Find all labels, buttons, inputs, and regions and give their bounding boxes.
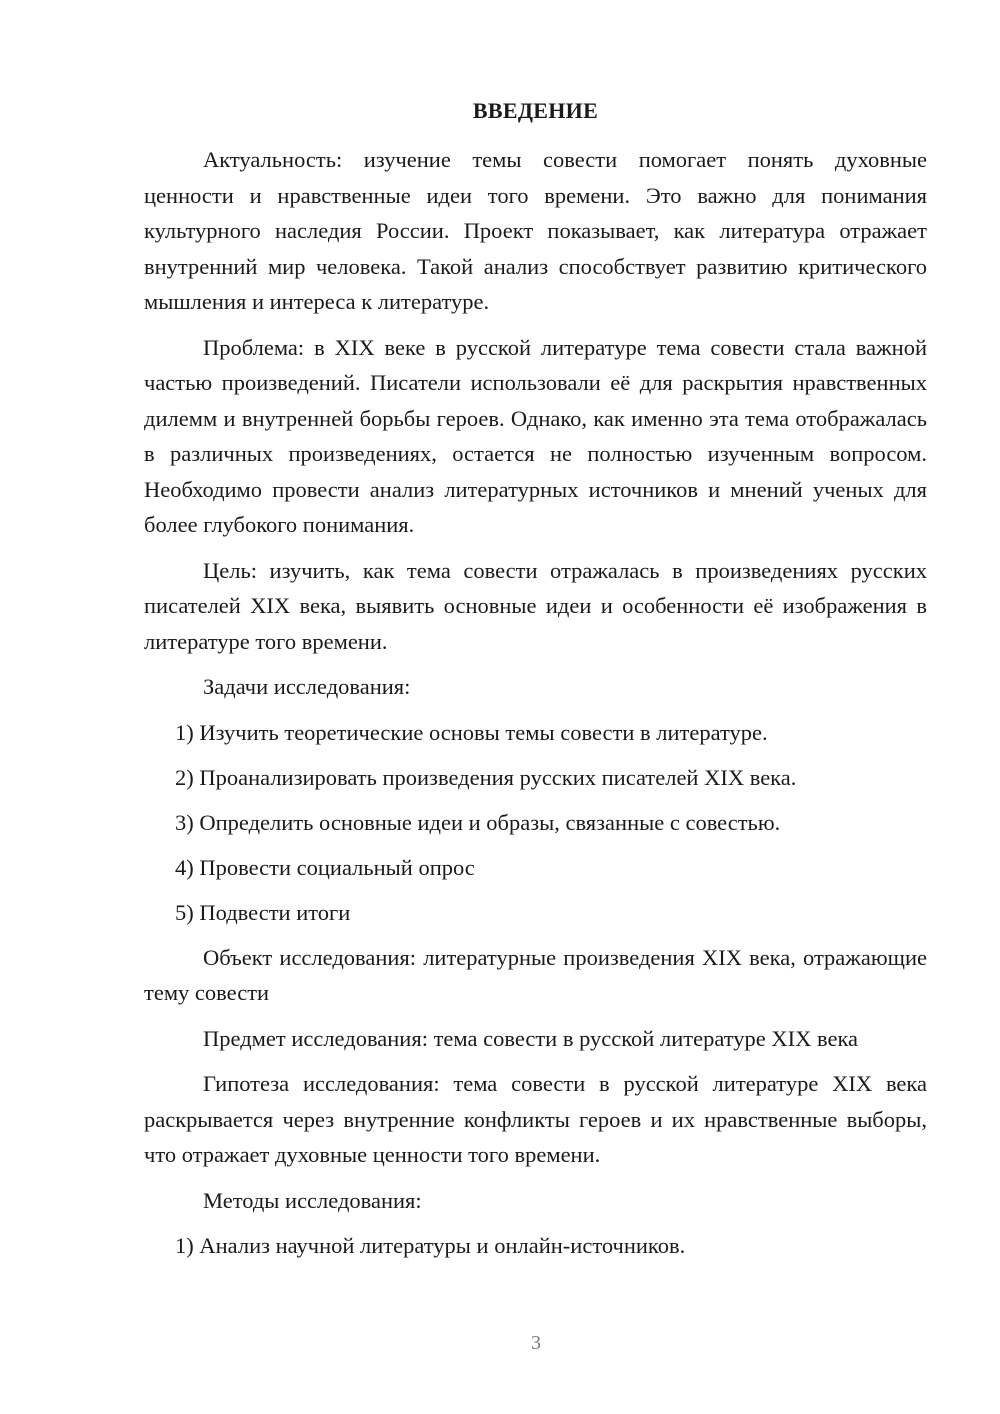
list-item: 1) Анализ научной литературы и онлайн-источников. (175, 1233, 686, 1258)
list-item: 3) Определить основные идеи и образы, связанные с совестью. (175, 809, 781, 835)
tasks-title: Задачи исследования: (203, 674, 411, 699)
page-title: ВВЕДЕНИЕ (472, 98, 599, 123)
list-item: 2) Проанализировать произведения русских писателей XIX века. (175, 764, 797, 790)
problem-paragraph: Проблема: в XIX веке в русской литературе тема совести стала важной частью произведений. Писатели использовали её для раскрытия нравственных дилемм и внутренней борьбы героев. Однако, как именно эта тема отображалась в различных произведениях, остается не полностью изученным вопросом. Необходимо провести анализ литературных источников и мнений ученых для более глубокого понимания. (144, 334, 927, 537)
methods-list (144, 1228, 927, 1263)
subject-paragraph: Предмет исследования: тема совести в русской литературе XIX века (203, 1025, 859, 1051)
object-paragraph: Объект исследования: литературные произведения XIX века, отражающие тему совести (144, 944, 927, 1005)
list-item: 5) Подвести итоги (175, 899, 351, 925)
relevance-paragraph: Актуальность: изучение темы совести помогает понять духовные ценности и нравственные идеи того времени. Это важно для понимания культурного наследия России. Проект показывает, как литература отражает внутренний мир человека. Такой анализ способствует развитию критического мышления и интереса к литературе. (144, 147, 927, 314)
tasks-list (144, 715, 927, 930)
list-item: 1) Изучить теоретические основы темы совести в литературе. (175, 719, 768, 745)
hypothesis-paragraph: Гипотеза исследования: тема совести в русской литературе XIX века раскрывается через внутренние конфликты героев и их нравственные выборы, что отражает духовные ценности того времени. (144, 1071, 927, 1167)
document-page (144, 93, 927, 1273)
goal-paragraph: Цель: изучить, как тема совести отражалась в произведениях русских писателей XIX века, выявить основные идеи и особенности её изображения в литературе того времени. (144, 557, 927, 654)
methods-title: Методы исследования: (203, 1187, 422, 1213)
page-number: 3 (531, 1332, 541, 1354)
list-item: 4) Провести социальный опрос (175, 854, 475, 880)
